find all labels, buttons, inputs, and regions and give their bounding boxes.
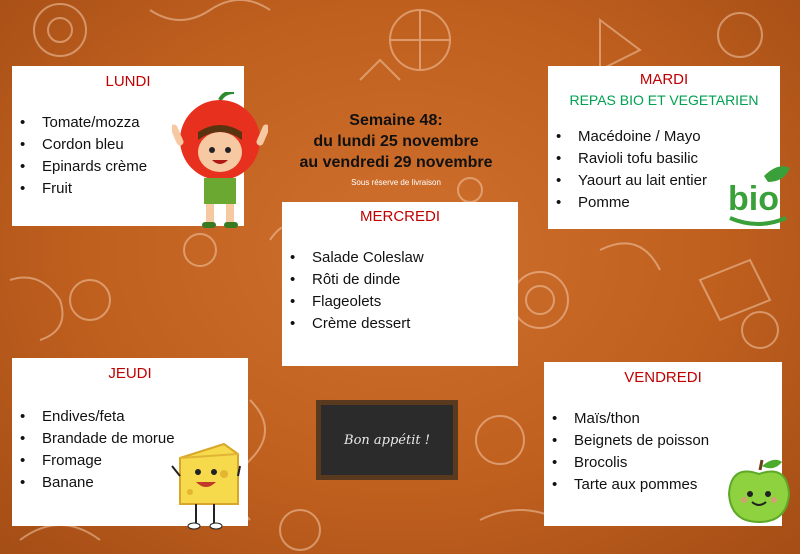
list-item: • Rôti de dinde xyxy=(312,269,518,291)
day-title-lundi: LUNDI xyxy=(105,73,151,90)
list-item: • Flageolets xyxy=(312,291,518,313)
list-item: • Endives/feta xyxy=(42,406,248,428)
list-item: • Ravioli tofu basilic xyxy=(578,148,780,170)
list-item: • Banane xyxy=(42,472,248,494)
bio-logo-text: bio xyxy=(728,180,779,218)
list-item: • Macédoine / Mayo xyxy=(578,126,780,148)
day-title-jeudi: JEUDI xyxy=(108,365,152,382)
list-item: • Crème dessert xyxy=(312,313,518,335)
week-title-line1: Semaine 48: xyxy=(349,112,443,129)
list-item: • Fruit xyxy=(42,178,244,200)
chalkboard xyxy=(316,400,458,480)
cheese-character-icon xyxy=(168,440,242,532)
week-title-line2: du lundi 25 novembre xyxy=(313,133,479,150)
day-title-mardi: MARDI xyxy=(639,71,689,88)
list-item: • Salade Coleslaw xyxy=(312,247,518,269)
list-item: • Yaourt au lait entier xyxy=(578,170,780,192)
delivery-note: Sous réserve de livraison xyxy=(351,178,441,187)
apple-character-icon xyxy=(724,456,794,526)
list-item: • Maïs/thon xyxy=(574,408,782,430)
list-item: • Beignets de poisson xyxy=(574,430,782,452)
list-item: • Tomate/mozza xyxy=(42,112,244,134)
list-item: • Cordon bleu xyxy=(42,134,244,156)
tomato-character-icon xyxy=(172,92,268,232)
list-item: • Tarte aux pommes xyxy=(574,474,782,496)
day-title-vendredi: VENDREDI xyxy=(624,369,702,386)
list-item: • Pomme xyxy=(578,192,780,214)
chalkboard-text: Bon appétit ! xyxy=(344,432,430,448)
menu-list-mercredi xyxy=(282,247,518,335)
list-item: • Brandade de morue xyxy=(42,428,248,450)
list-item: • Brocolis xyxy=(574,452,782,474)
week-title xyxy=(256,110,536,173)
bio-logo-icon xyxy=(724,164,794,228)
week-title-line3: au vendredi 29 novembre xyxy=(299,154,493,171)
day-title-mercredi: MERCREDI xyxy=(359,208,440,225)
mardi-subtitle: REPAS BIO ET VEGETARIEN xyxy=(569,92,759,108)
list-item: • Fromage xyxy=(42,450,248,472)
list-item: • Epinards crème xyxy=(42,156,244,178)
card-mercredi xyxy=(282,202,518,366)
